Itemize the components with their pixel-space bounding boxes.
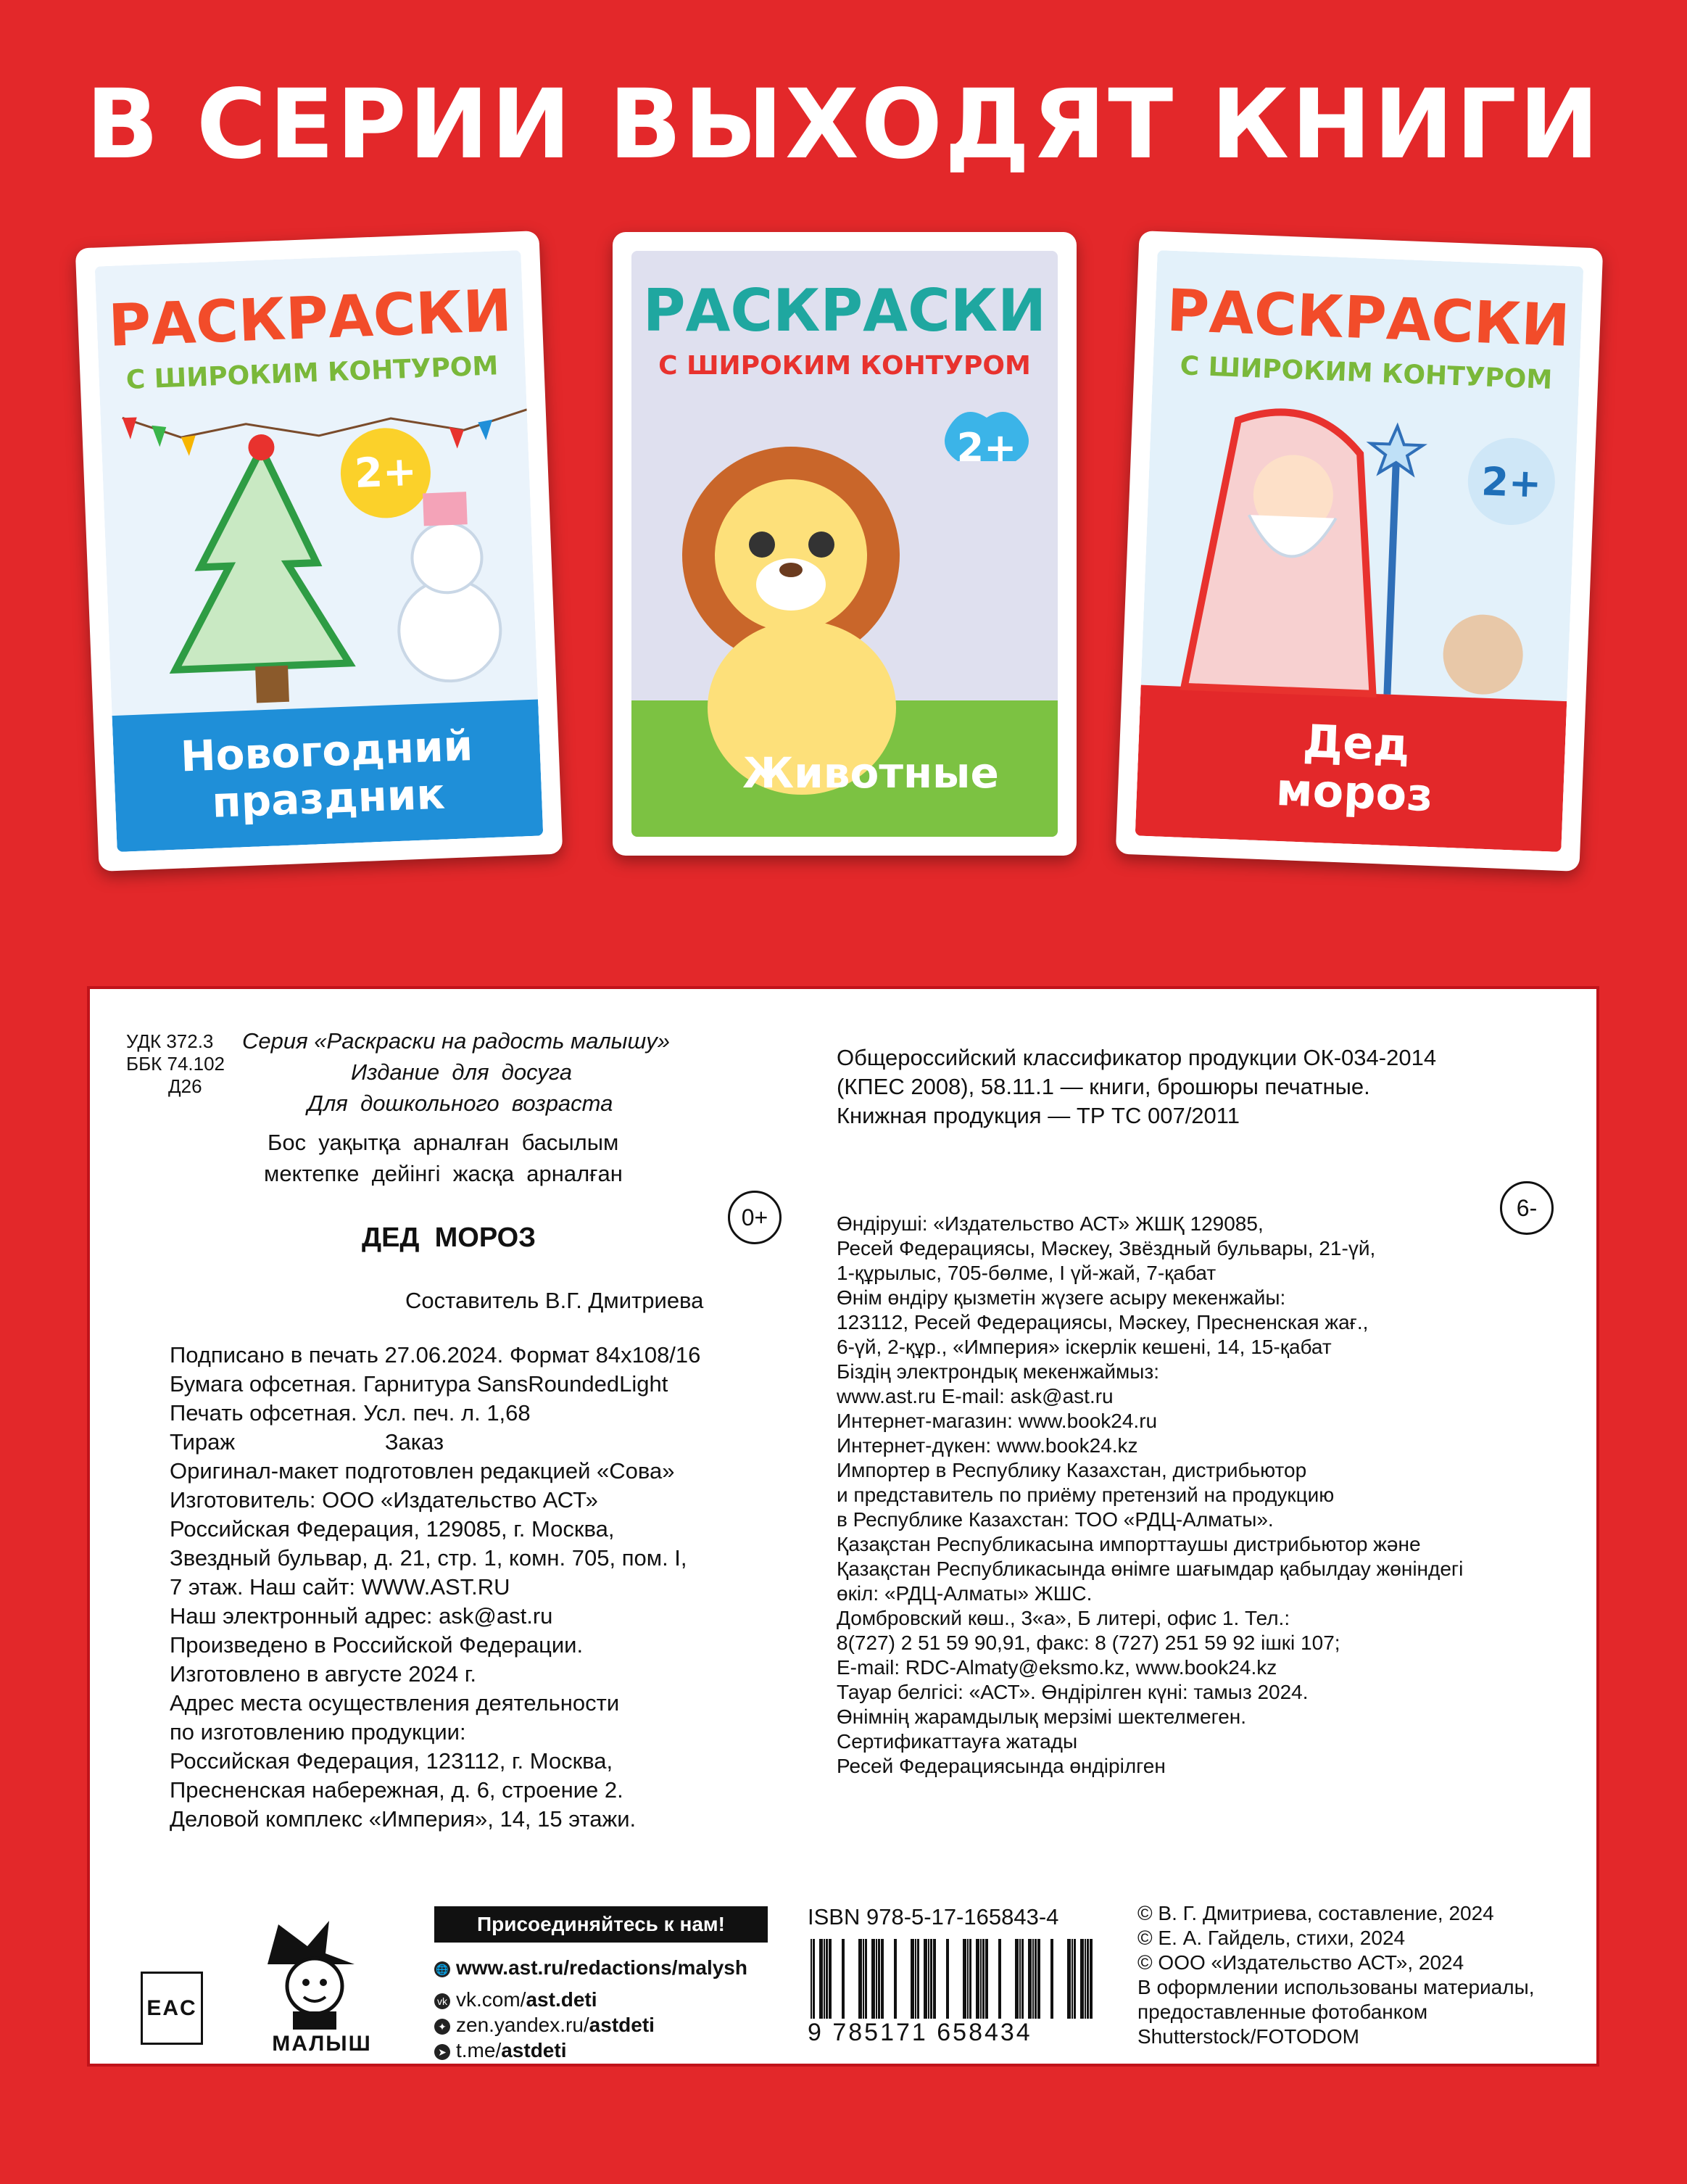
barcode-bar [858, 1939, 862, 2019]
barcode-bar [894, 1939, 897, 2019]
kz-line: 123112, Ресей Федерациясы, Мәскеу, Пресненская жағ., [837, 1311, 1369, 1333]
barcode-bar [928, 1939, 929, 2019]
barcode-bar [813, 1939, 815, 2019]
age-rating-left: 0+ [728, 1191, 782, 1244]
kz-line: в Республике Казахстан: ТОО «РДЦ-Алматы». [837, 1508, 1274, 1531]
barcode-bar [1050, 1939, 1053, 2019]
book-title-line1: Животные [742, 748, 999, 798]
copyright-line: © В. Г. Дмитриева, составление, 2024 [1137, 1902, 1494, 1924]
bbk-code: ББК 74.102 [126, 1053, 225, 1075]
classifier-block [837, 1043, 1436, 1130]
kz-line: Өндіруші: «Издательство АСТ» ЖШҚ 129085, [837, 1212, 1264, 1235]
barcode-bar [1072, 1939, 1073, 2019]
kz-line: 6-үй, 2-құр., «Империя» іскерлік кешені, 14, 15-қабат [837, 1336, 1332, 1358]
vk-icon: vk [434, 1993, 450, 2009]
barcode-bar [1035, 1939, 1037, 2019]
barcode-bar [1015, 1939, 1019, 2019]
kz-line: Ресей Федерациясы, Мәскеу, Звёздный бульвары, 21-үй, [837, 1237, 1376, 1259]
classifier-line: (КПЕС 2008), 58.11.1 — книги, брошюры печатные. [837, 1074, 1370, 1099]
detail-line: Бумага офсетная. Гарнитура SansRoundedLight [170, 1371, 668, 1397]
kz-line: Біздің электрондық мекенжаймыз: [837, 1360, 1160, 1383]
classifier-line: Общероссийский классификатор продукции ОК-034-2014 [837, 1045, 1437, 1070]
purpose-ru-2: Для дошкольного возраста [307, 1091, 613, 1116]
book-title-line2: мороз [1274, 762, 1434, 822]
detail-line: Адрес места осуществления деятельности [170, 1690, 620, 1716]
barcode-bar [1032, 1939, 1034, 2019]
barcode-bar [933, 1939, 936, 2019]
series-name: Серия «Раскраски на радость малышу» [242, 1028, 670, 1054]
barcode-bar [976, 1939, 979, 2019]
udk-code: УДК 372.3 [126, 1030, 214, 1052]
kz-line: 1-құрылыс, 705-бөлме, I үй-жай, 7-қабат [837, 1262, 1216, 1284]
barcode-bar [881, 1939, 884, 2019]
barcode-bar [865, 1939, 867, 2019]
vk-link[interactable]: vk vk.com/ast.deti [434, 1987, 597, 2012]
eac-mark-icon: EAC [141, 1972, 203, 2045]
series-subtitle: С ШИРОКИМ КОНТУРОМ [1179, 351, 1553, 396]
barcode-bar [946, 1939, 949, 2019]
isbn: ISBN 978-5-17-165843-4 [808, 1904, 1059, 1929]
barcode-bar [819, 1939, 823, 2019]
barcode-bar [930, 1939, 932, 2019]
age-badge: 2+ [353, 447, 418, 498]
barcode-bar [1067, 1939, 1071, 2019]
barcode-bar [876, 1939, 877, 2019]
publication-details [170, 1341, 700, 1834]
site-link[interactable]: 🌐 www.ast.ru/redactions/malysh [434, 1956, 747, 1980]
kz-line: Сертификаттауға жатады [837, 1730, 1078, 1753]
barcode-bar [871, 1939, 875, 2019]
kz-line: Интернет-магазин: www.book24.ru [837, 1410, 1158, 1432]
series-title: РАСКРАСКИ [1165, 276, 1572, 360]
book-title-line1: Дед [1301, 714, 1411, 772]
purpose-kz-2: мектепке дейінгі жасқа арналған [264, 1161, 623, 1186]
kz-line: 8(727) 2 51 59 90,91, факс: 8 (727) 251 59 92 ішкі 107; [837, 1631, 1340, 1654]
kz-line: Интернет-дүкен: www.book24.kz [837, 1434, 1138, 1457]
book-cover-new-year [75, 231, 563, 872]
barcode-bar [985, 1939, 988, 2019]
series-subtitle: С ШИРОКИМ КОНТУРОМ [125, 351, 500, 396]
detail-line: Пресненская набережная, д. 6, строение 2. [170, 1777, 623, 1803]
detail-line: Звездный бульвар, д. 21, стр. 1, комн. 705, пом. I, [170, 1545, 687, 1571]
kz-line: и представитель по приёму претензий на продукцию [837, 1484, 1335, 1506]
detail-line: по изготовлению продукции: [170, 1719, 466, 1745]
barcode-number: 9 785171 658434 [808, 2019, 1032, 2046]
barcode-bar [1037, 1939, 1040, 2019]
age-badge: 2+ [1480, 458, 1543, 507]
purpose-kz-1: Бос уақытқа арналған басылым [268, 1130, 619, 1155]
barcode-bar [1080, 1939, 1084, 2019]
detail-line: Наш электронный адрес: ask@ast.ru [170, 1603, 553, 1629]
barcode-bar [967, 1939, 969, 2019]
barcode-bar [1090, 1939, 1093, 2019]
kz-line: Ресей Федерациясында өндірілген [837, 1755, 1166, 1777]
barcode-bar [963, 1939, 966, 2019]
zen-link[interactable]: ✦ zen.yandex.ru/astdeti [434, 2013, 655, 2038]
detail-line: Тираж Заказ [170, 1429, 444, 1455]
copyright-line: Shutterstock/FOTODOM [1137, 2025, 1359, 2048]
barcode-bar [1087, 1939, 1089, 2019]
barcode-bar [1085, 1939, 1086, 2019]
join-us-banner: Присоединяйтесь к нам! [434, 1906, 768, 1943]
kz-line: E-mail: RDC-Almaty@eksmo.kz, www.book24.kz [837, 1656, 1277, 1679]
detail-line: Оригинал-макет подготовлен редакцией «Сова» [170, 1458, 675, 1484]
barcode-bar [924, 1939, 927, 2019]
detail-line: Российская Федерация, 123112, г. Москва, [170, 1748, 613, 1774]
barcode-bar [1019, 1939, 1021, 2019]
barcode-bar [826, 1939, 828, 2019]
kz-line: Өнім өндіру қызметін жүзеге асыру мекенжайы: [837, 1286, 1286, 1309]
age-rating-right: 6- [1500, 1181, 1554, 1235]
barcode-bar [911, 1939, 914, 2019]
copyright-line: предоставленные фотобанком [1137, 2001, 1428, 2023]
barcode-bar [829, 1939, 832, 2019]
book-cover-animals [613, 232, 1077, 856]
kz-line: Домбровский көш., 3«а», Б литері, офис 1. Тел.: [837, 1607, 1290, 1629]
detail-line: Подписано в печать 27.06.2024. Формат 84x108/16 [170, 1342, 701, 1368]
detail-line: Произведено в Российской Федерации. [170, 1632, 584, 1658]
barcode-bar [863, 1939, 864, 2019]
detail-line: 7 этаж. Наш сайт: WWW.AST.RU [170, 1574, 510, 1600]
imprint-panel [87, 986, 1599, 2067]
barcode-bar [969, 1939, 971, 2019]
kz-line: Өнімнің жарамдылық мерзімі шектелмеген. [837, 1705, 1247, 1728]
detail-line: Российская Федерация, 129085, г. Москва, [170, 1516, 615, 1542]
detail-line: Деловой комплекс «Империя», 14, 15 этажи. [170, 1806, 637, 1832]
barcode-bar [878, 1939, 880, 2019]
barcode-bar [1074, 1939, 1076, 2019]
kz-line: Тауар белгісі: «АСТ». Өндірілген күні: тамыз 2024. [837, 1681, 1309, 1703]
barcode-bar [1028, 1939, 1032, 2019]
author-mark: Д26 [168, 1075, 202, 1097]
copyright-line: © Е. А. Гайдель, стихи, 2024 [1137, 1927, 1406, 1949]
kz-line: Импортер в Республику Казахстан, дистрибьютор [837, 1459, 1307, 1481]
barcode-bar [917, 1939, 919, 2019]
book-title: ДЕД МОРОЗ [362, 1223, 536, 1253]
headline: В СЕРИИ ВЫХОДЯТ КНИГИ [86, 69, 1601, 181]
book-cover-ded-moroz [1116, 231, 1604, 872]
series-title: РАСКРАСКИ [107, 276, 513, 360]
barcode-bar [811, 1939, 812, 2019]
barcode-bar [842, 1939, 845, 2019]
kz-line: өкіл: «РДЦ-Алматы» ЖШС. [837, 1582, 1093, 1605]
barcode-bar [1021, 1939, 1024, 2019]
globe-icon: 🌐 [434, 1961, 450, 1977]
copyright-line: В оформлении использованы материалы, [1137, 1976, 1535, 1998]
copyright-line: © ООО «Издательство АСТ», 2024 [1137, 1951, 1464, 1974]
detail-line: Изготовитель: ООО «Издательство АСТ» [170, 1487, 598, 1513]
zen-icon: ✦ [434, 2019, 450, 2035]
classifier-line: Книжная продукция — ТР ТС 007/2011 [837, 1103, 1240, 1128]
age-badge: 2+ [956, 425, 1017, 471]
kz-line: Қазақстан Республикасына импорттаушы дистрибьютор және [837, 1533, 1421, 1555]
telegram-link[interactable]: ➤ t.me/astdeti [434, 2038, 566, 2063]
series-subtitle: С ШИРОКИМ КОНТУРОМ [658, 351, 1031, 381]
purpose-ru-1: Издание для досуга [351, 1059, 572, 1085]
book-title-line1: Новогодний [179, 721, 474, 782]
barcode-bar [998, 1939, 1001, 2019]
compiler: Составитель В.Г. Дмитриева [405, 1288, 704, 1313]
book-title-line2: праздник [211, 769, 446, 827]
telegram-icon: ➤ [434, 2044, 450, 2060]
barcode-bar [915, 1939, 916, 2019]
kazakh-details [837, 1212, 1463, 1779]
barcode-bar [980, 1939, 982, 2019]
barcode [808, 1939, 1098, 2019]
detail-line: Изготовлено в августе 2024 г. [170, 1661, 476, 1687]
logo-text: МАЛЫШ [272, 2032, 372, 2056]
barcode-bar [824, 1939, 825, 2019]
malysh-logo [235, 1910, 409, 2055]
kz-line: Қазақстан Республикасында өнімге шағымдар қабылдау жөніндегі [837, 1558, 1464, 1580]
series-title: РАСКРАСКИ [642, 277, 1047, 344]
kz-line: www.ast.ru E-mail: ask@ast.ru [837, 1385, 1114, 1407]
copyright-block [1137, 1901, 1535, 2049]
detail-line: Печать офсетная. Усл. печ. л. 1,68 [170, 1400, 531, 1426]
barcode-bar [982, 1939, 985, 2019]
